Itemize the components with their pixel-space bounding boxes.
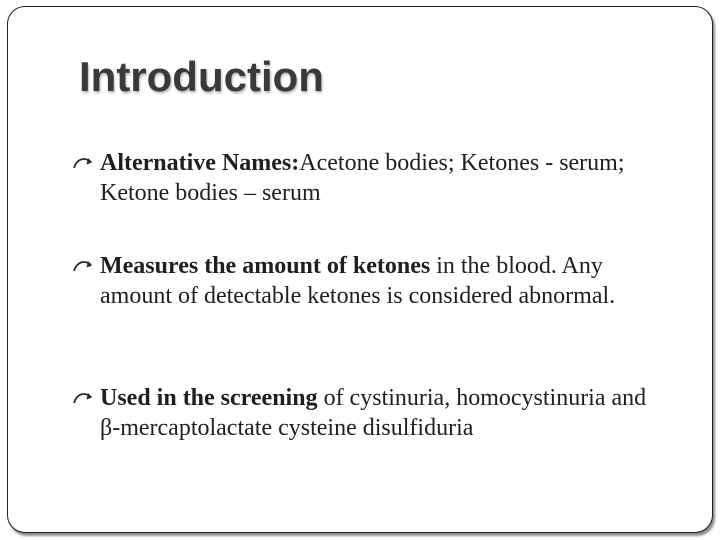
curved-arrow-bullet-icon xyxy=(72,390,94,406)
bullet-item-alternative-names xyxy=(100,148,660,208)
curved-arrow-bullet-icon xyxy=(72,155,94,171)
bullet-bold-text: Used in the screening xyxy=(100,385,318,411)
bullet-text: in the blood. Any amount of detectable ketones is considered abnormal. xyxy=(100,253,616,309)
bullet-text: Acetone bodies; Ketones - serum; Ketone bodies – serum xyxy=(100,150,625,206)
curved-arrow-bullet-icon xyxy=(72,258,94,274)
bullet-item-screening xyxy=(100,383,660,443)
slide-title: Introduction xyxy=(79,53,324,100)
bullet-item-measures xyxy=(100,251,660,311)
bullet-bold-text: Measures the amount of ketones xyxy=(100,253,431,279)
bullet-text: of cystinuria, homocystinuria and β-mercaptolactate cysteine disulfiduria xyxy=(100,385,647,441)
bullet-bold-text: Alternative Names: xyxy=(100,150,300,176)
